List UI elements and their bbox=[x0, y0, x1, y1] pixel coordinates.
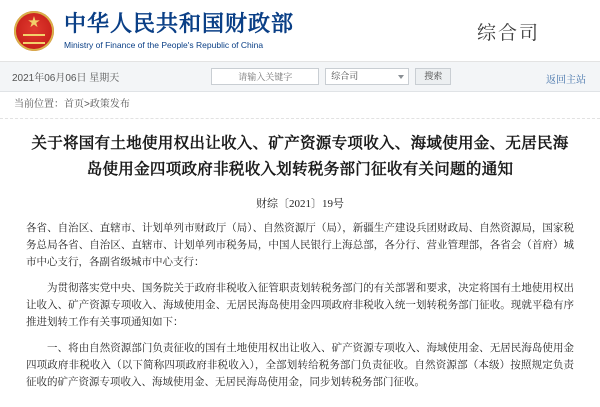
document-paragraph: 为贯彻落实党中央、国务院关于政府非税收入征管职责划转税务部门的有关部署和要求，决定将国有土地使用权出让收入、矿产资源专项收入、海域使用金、无居民海岛使用金四项政府非税收入统一划转税务部门征收。现就平稳有序推进划转工作有关事项通知如下： bbox=[26, 283, 574, 328]
site-title-block bbox=[64, 11, 294, 51]
breadcrumb-separator: > bbox=[84, 99, 90, 110]
chevron-down-icon bbox=[398, 75, 404, 79]
document-title: 关于将国有土地使用权出让收入、矿产资源专项收入、海域使用金、无居民海岛使用金四项政府非税收入划转税务部门征收有关问题的通知 bbox=[31, 135, 569, 178]
breadcrumb-home[interactable]: 首页 bbox=[64, 99, 84, 110]
breadcrumb-prefix: 当前位置： bbox=[14, 99, 64, 110]
document-number: 财综〔2021〕19号 bbox=[256, 198, 344, 210]
breadcrumb bbox=[0, 92, 600, 119]
department-name: 综合司 bbox=[476, 23, 540, 44]
category-select-value: 综合司 bbox=[331, 71, 359, 81]
site-title-en: Ministry of Finance of the People's Republic of China bbox=[64, 39, 264, 50]
back-to-main-link[interactable]: 返回主站 bbox=[546, 75, 586, 86]
breadcrumb-current: 政策发布 bbox=[89, 99, 130, 110]
search-input[interactable] bbox=[211, 68, 319, 85]
document-paragraph: 一、将由自然资源部门负责征收的国有土地使用权出让收入、矿产资源专项收入、海域使用金、无居民海岛使用金四项政府非税收入（以下简称四项政府非税收入），全部划转给税务部门负责征收。自然资源部（本级）按照规定负责征收的矿产资源专项收入、海域使用金、无居民海岛使用金，同步划转税务部门征收。 bbox=[26, 343, 574, 388]
toolbar bbox=[0, 62, 600, 92]
document-body bbox=[0, 119, 600, 391]
document-paragraph: 各省、自治区、直辖市、计划单列市财政厅（局）、自然资源厅（局），新疆生产建设兵团财政局、自然资源局，国家税务总局各省、自治区、直辖市、计划单列市税务局，中国人民银行上海总部，各分行、营业管理部，各省会（首府）城市中心支行，各副省级城市中心支行： bbox=[26, 223, 574, 268]
category-select[interactable] bbox=[325, 68, 409, 85]
national-emblem-icon bbox=[14, 11, 54, 51]
search-button[interactable]: 搜索 bbox=[415, 68, 451, 85]
site-header bbox=[0, 0, 600, 62]
search-area bbox=[211, 68, 451, 85]
site-title-cn: 中华人民共和国财政部 bbox=[64, 10, 295, 36]
current-date: 2021年06月06日 星期天 bbox=[12, 73, 120, 84]
